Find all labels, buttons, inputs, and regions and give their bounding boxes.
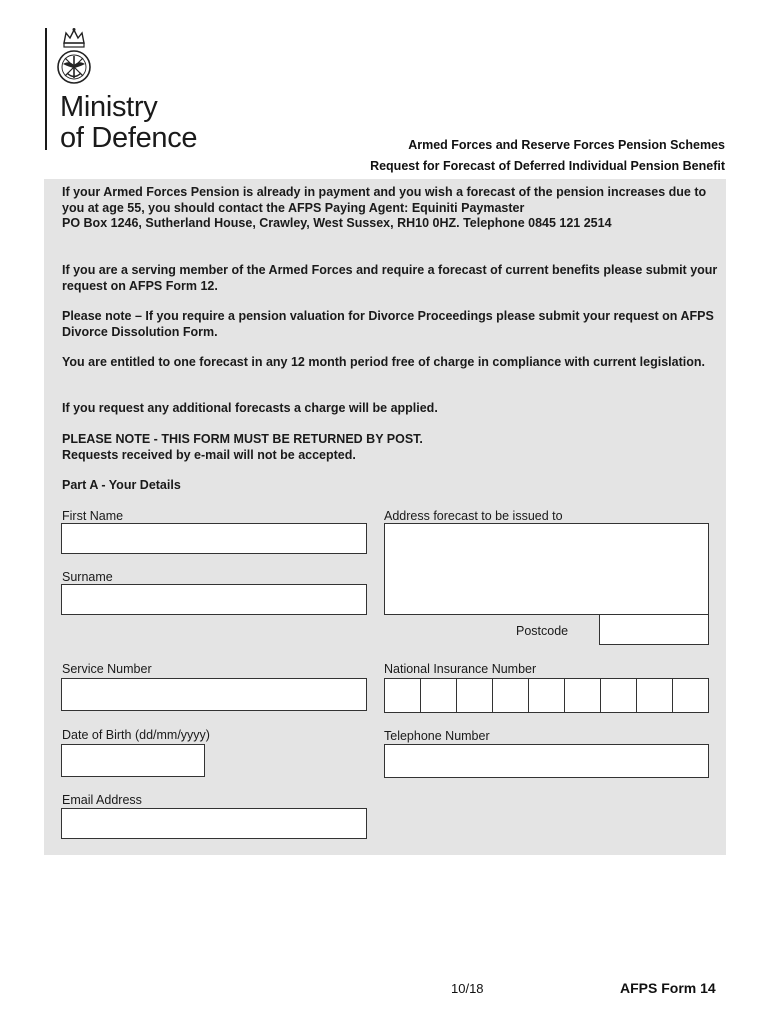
intro-paragraph-1 xyxy=(62,185,722,232)
address-label: Address forecast to be issued to xyxy=(384,509,563,523)
form-name: AFPS Form 14 xyxy=(620,980,716,996)
logo-divider xyxy=(45,28,47,150)
first-name-field[interactable] xyxy=(61,523,367,554)
service-number-field[interactable] xyxy=(61,678,367,711)
service-number-label: Service Number xyxy=(62,662,152,676)
email-address-label: Email Address xyxy=(62,793,142,807)
ni-number-cell-8[interactable] xyxy=(636,678,673,713)
form-version: 10/18 xyxy=(451,981,484,996)
ni-number-cell-4[interactable] xyxy=(492,678,529,713)
intro-paragraph-4: You are entitled to one forecast in any 12 month period free of charge in compliance with current legislation. xyxy=(62,355,705,369)
ni-number-cell-1[interactable] xyxy=(384,678,421,713)
scheme-title: Armed Forces and Reserve Forces Pension Schemes xyxy=(408,138,725,152)
ni-number-field xyxy=(384,678,709,713)
address-field[interactable] xyxy=(384,523,709,615)
email-notice-text: Requests received by e-mail will not be accepted. xyxy=(62,447,356,462)
logo-ministry-text: Ministry xyxy=(60,91,158,123)
intro-paragraph-3: Please note – If you require a pension valuation for Divorce Proceedings please submit your request on AFPS Divorce Dissolution Form. xyxy=(62,309,714,339)
postcode-label: Postcode xyxy=(516,624,569,638)
intro-paragraph-1-text: If your Armed Forces Pension is already in payment and you wish a forecast of the pension increases due to you at age 55, you should contact the AFPS Paying Agent: Equiniti Paymaster xyxy=(62,185,707,215)
surname-field[interactable] xyxy=(61,584,367,615)
telephone-field[interactable] xyxy=(384,744,709,778)
email-address-field[interactable] xyxy=(61,808,367,839)
logo-defence-text: of Defence xyxy=(60,122,198,154)
post-notice-text: PLEASE NOTE - THIS FORM MUST BE RETURNED BY POST. xyxy=(62,432,423,446)
first-name-label: First Name xyxy=(62,509,124,523)
form-title: Request for Forecast of Deferred Individual Pension Benefit xyxy=(370,159,725,173)
intro-paragraph-1-address: PO Box 1246, Sutherland House, Crawley, West Sussex, RH10 0HZ. Telephone 0845 121 2514 xyxy=(62,216,612,230)
royal-crest-icon xyxy=(52,27,96,87)
intro-paragraph-6 xyxy=(62,432,722,463)
postcode-field[interactable] xyxy=(599,614,709,645)
ni-number-cell-2[interactable] xyxy=(420,678,457,713)
surname-label: Surname xyxy=(62,570,113,584)
ni-number-cell-7[interactable] xyxy=(600,678,637,713)
date-of-birth-label: Date of Birth (dd/mm/yyyy) xyxy=(62,728,210,742)
ni-number-cell-5[interactable] xyxy=(528,678,565,713)
ni-number-cell-9[interactable] xyxy=(672,678,709,713)
part-a-title: Part A - Your Details xyxy=(62,478,181,492)
ni-number-cell-6[interactable] xyxy=(564,678,601,713)
date-of-birth-field[interactable] xyxy=(61,744,205,777)
ni-number-cell-3[interactable] xyxy=(456,678,493,713)
telephone-label: Telephone Number xyxy=(384,729,490,743)
ni-number-label: National Insurance Number xyxy=(384,662,537,676)
intro-paragraph-5: If you request any additional forecasts a charge will be applied. xyxy=(62,401,438,415)
intro-paragraph-2: If you are a serving member of the Armed Forces and require a forecast of current benefits please submit your request on AFPS Form 12. xyxy=(62,263,718,293)
